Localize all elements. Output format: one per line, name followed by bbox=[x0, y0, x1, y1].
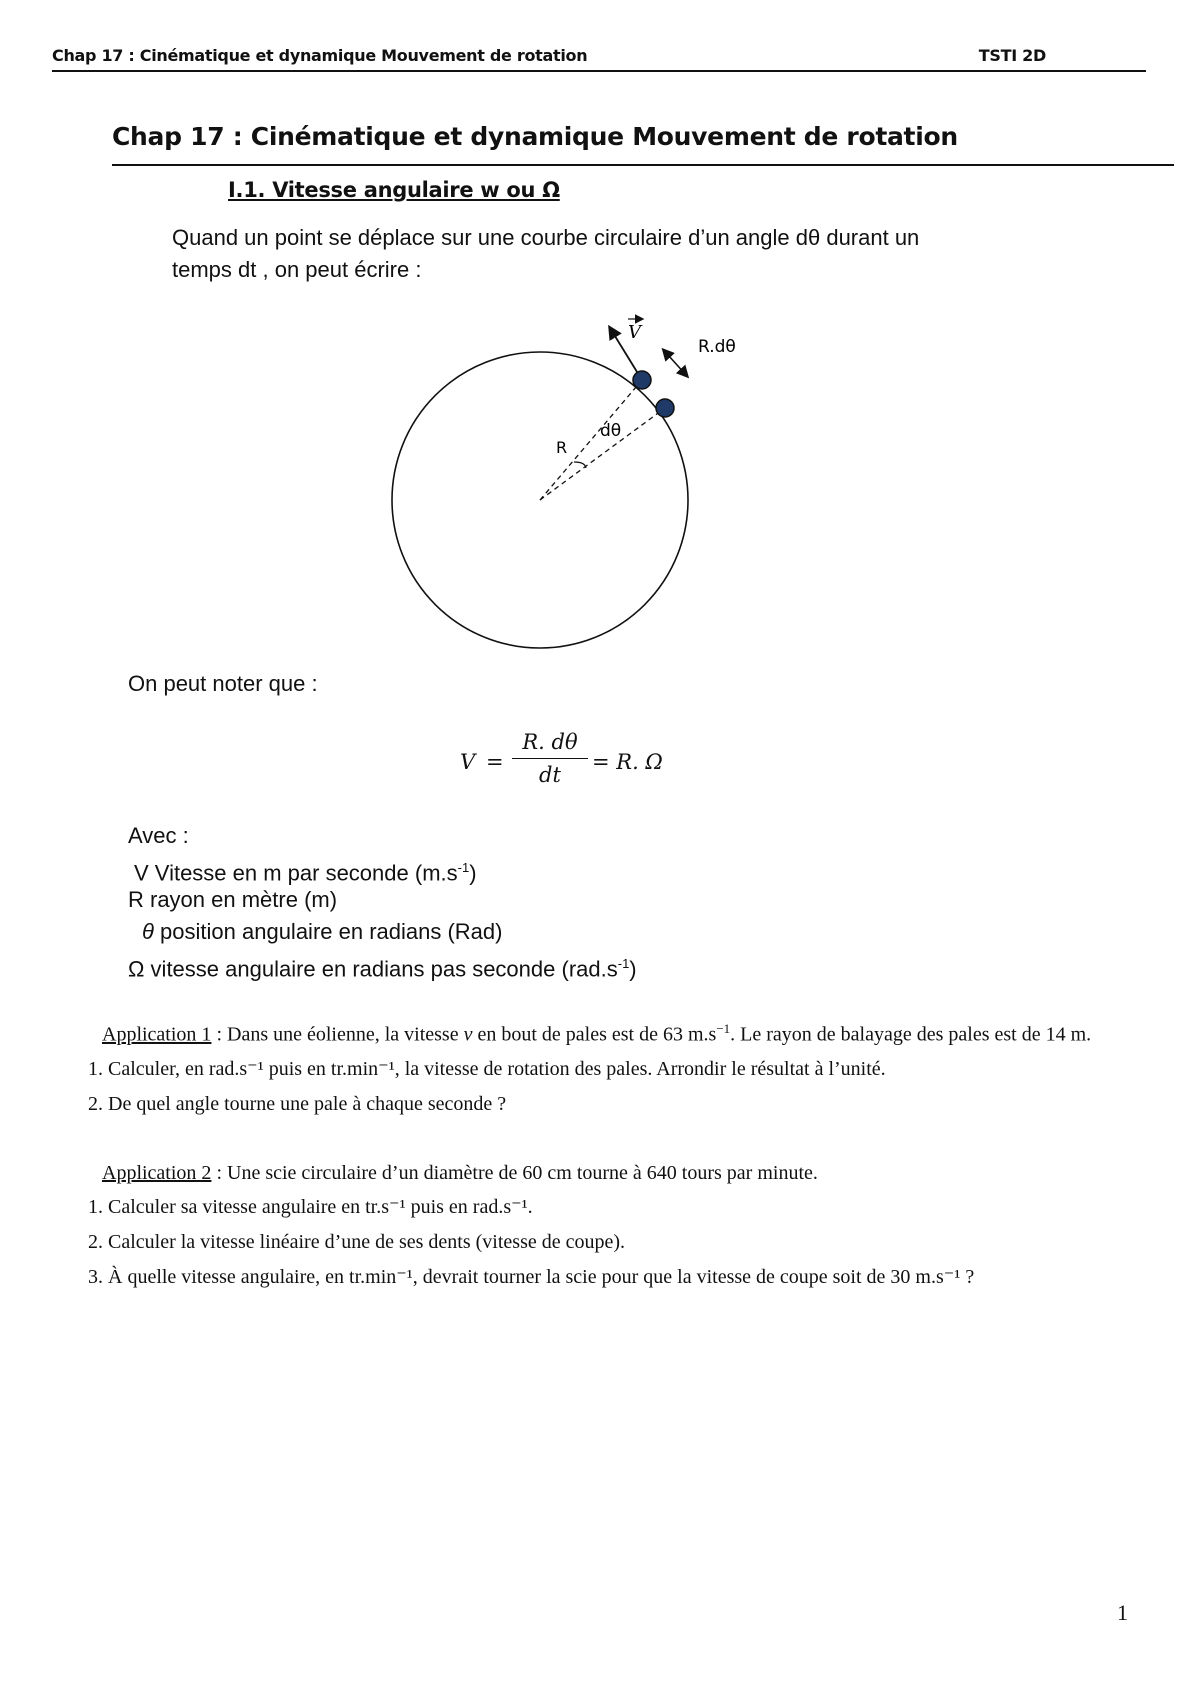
chapter-title: Chap 17 : Cinématique et dynamique Mouvement de rotation bbox=[112, 122, 1174, 166]
application-2 bbox=[68, 1160, 1158, 1299]
header-class: TSTI 2D bbox=[978, 46, 1046, 65]
definitions-list bbox=[128, 820, 637, 980]
application-2-statement bbox=[68, 1160, 1158, 1186]
label-r-dtheta: R.dθ bbox=[698, 337, 736, 357]
definition-omega-text: Ω vitesse angulaire en radians pas seconde (rad.s bbox=[128, 956, 618, 982]
application-2-question-3: 3. À quelle vitesse angulaire, en tr.min⁻¹, devrait tourner la scie pour que la vitesse de coupe soit de 30 m.s⁻¹ ? bbox=[108, 1264, 1158, 1290]
application-1-questions bbox=[68, 1056, 1158, 1117]
intro-line-2: temps dt , on peut écrire : bbox=[172, 257, 422, 282]
note-text: On peut noter que : bbox=[128, 671, 318, 696]
label-r: R bbox=[556, 438, 568, 457]
application-2-text: : Une scie circulaire d’un diamètre de 60 cm tourne à 640 tours par minute. bbox=[211, 1162, 818, 1184]
definition-omega: Ω vitesse angulaire en radians pas seconde $(rad.s^{-1})$ bbox=[128, 956, 637, 982]
application-1-statement bbox=[68, 1016, 1158, 1048]
application-2-question-2: 2. Calculer la vitesse linéaire d’une de ses dents (vitesse de coupe). bbox=[108, 1229, 1158, 1255]
velocity-formula bbox=[460, 728, 760, 798]
application-1-question-2: 2. De quel angle tourne une pale à chaque seconde ? bbox=[108, 1091, 1158, 1117]
definition-v-exponent: -1 bbox=[457, 860, 470, 875]
formula-equals: = bbox=[486, 750, 504, 774]
label-dtheta: dθ bbox=[600, 421, 622, 441]
application-1-var: v bbox=[463, 1023, 473, 1046]
intro-paragraph bbox=[172, 222, 1072, 286]
formula-rhs: = R. Ω bbox=[592, 750, 663, 774]
rotation-diagram-svg bbox=[360, 300, 780, 660]
page-number: 1 bbox=[1117, 1600, 1128, 1625]
definition-r: R rayon en mètre (m) bbox=[128, 887, 338, 912]
definition-theta-text: position angulaire en radians (Rad) bbox=[153, 919, 503, 944]
definition-theta bbox=[128, 916, 637, 948]
definition-omega-exponent: -1 bbox=[617, 956, 630, 971]
application-1-text-b: en bout de pales est de 63 m.s bbox=[472, 1023, 717, 1046]
section-title: I.1. Vitesse angulaire w ou Ω bbox=[228, 178, 560, 202]
definitions-heading: Avec : bbox=[128, 823, 189, 848]
running-header bbox=[52, 44, 1146, 72]
fraction-bar bbox=[512, 758, 588, 759]
definition-v: V Vitesse en m par seconde $(m.s^{-1})$ bbox=[134, 860, 477, 886]
application-1-text-a: : Dans une éolienne, la vitesse bbox=[211, 1023, 464, 1046]
application-2-question-1: 1. Calculer sa vitesse angulaire en tr.s⁻¹ puis en rad.s⁻¹. bbox=[108, 1194, 1158, 1220]
point-position-1 bbox=[633, 371, 651, 389]
intro-line-1: Quand un point se déplace sur une courbe circulaire d’un angle dθ durant un bbox=[172, 225, 920, 250]
formula-numerator: R. dθ bbox=[522, 730, 578, 754]
header-chapter: Chap 17 : Cinématique et dynamique Mouvement de rotation bbox=[52, 46, 588, 65]
formula-fraction bbox=[512, 728, 588, 789]
application-1 bbox=[68, 1016, 1158, 1126]
formula-lhs: V bbox=[460, 750, 476, 774]
definition-v-text: V Vitesse en m par seconde (m.s bbox=[134, 860, 458, 886]
arc-length-arrow bbox=[668, 355, 687, 376]
application-1-exp: −1 bbox=[716, 1021, 731, 1036]
formula-denominator: dt bbox=[539, 763, 561, 787]
application-1-text-c: . Le rayon de balayage des pales est de 14 m. bbox=[730, 1023, 1092, 1046]
label-v: V bbox=[628, 322, 641, 343]
point-position-2 bbox=[656, 399, 674, 417]
theta-symbol: θ bbox=[142, 919, 154, 944]
application-1-question-1: 1. Calculer, en rad.s⁻¹ puis en tr.min⁻¹, la vitesse de rotation des pales. Arrondir le résultat à l’unité. bbox=[108, 1056, 1158, 1082]
rotation-diagram bbox=[360, 300, 780, 660]
application-2-label: Application 2 bbox=[102, 1162, 212, 1184]
application-2-questions bbox=[68, 1194, 1158, 1290]
application-1-label: Application 1 bbox=[102, 1023, 212, 1046]
